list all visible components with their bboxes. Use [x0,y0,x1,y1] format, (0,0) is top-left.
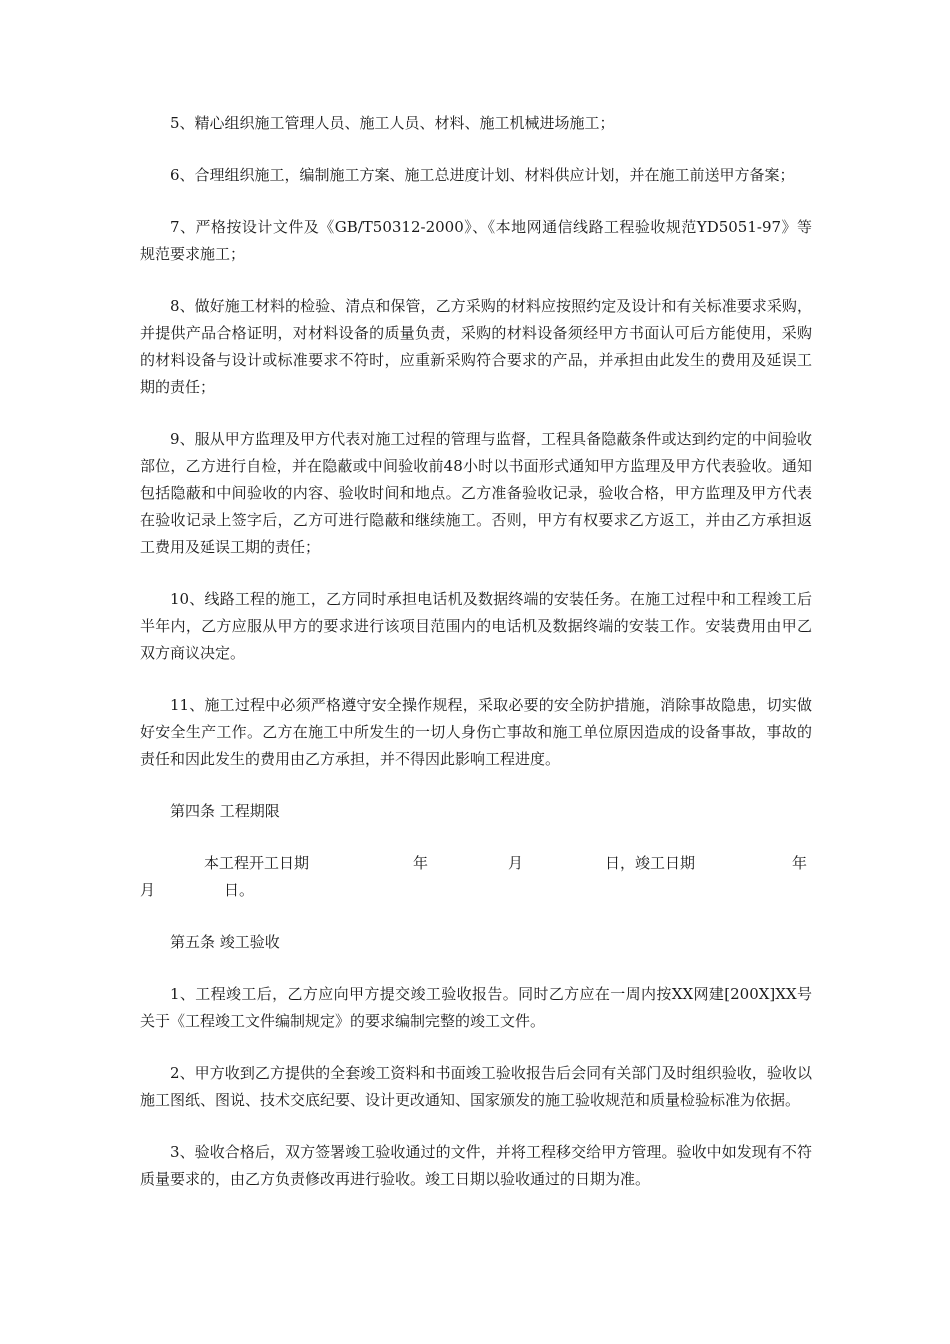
end-month-label: 月 [140,881,156,899]
acceptance-item-1: 1、工程竣工后，乙方应向甲方提交竣工验收报告。同时乙方应在一周内按XX网建[200X]XX号关于《工程竣工文件编制规定》的要求编制完整的竣工文件。 [140,985,812,1030]
clause-item-11: 11、施工过程中必须严格遵守安全操作规程，采取必要的安全防护措施，消除事故隐患，切实做好安全生产工作。乙方在施工中所发生的一切人身伤亡事故和施工单位原因造成的设备事故，事故的责任和因此发生的费用由乙方承担，并不得因此影响工程进度。 [140,696,812,768]
clause-item-10: 10、线路工程的施工，乙方同时承担电话机及数据终端的安装任务。在施工过程中和工程竣工后半年内，乙方应服从甲方的要求进行该项目范围内的电话机及数据终端的安装工作。安装费用由甲乙双方商议决定。 [140,590,812,662]
project-period-line [140,850,812,904]
start-month-label: 月 [508,854,524,872]
end-date-label: 日，竣工日期 [605,854,696,872]
start-date-label: 本工程开工日期 [204,854,310,872]
end-year-label: 年 [792,854,808,872]
clause-item-8: 8、做好施工材料的检验、清点和保管，乙方采购的材料应按照约定及设计和有关标准要求采购，并提供产品合格证明，对材料设备的质量负责，采购的材料设备须经甲方书面认可后方能使用，采购的材料设备与设计或标准要求不符时，应重新采购符合要求的产品，并承担由此发生的费用及延误工期的责任； [140,297,812,396]
section-4-heading: 第四条 工程期限 [170,802,280,820]
start-year-label: 年 [413,854,429,872]
clause-item-6: 6、合理组织施工，编制施工方案、施工总进度计划、材料供应计划，并在施工前送甲方备案； [170,166,795,184]
acceptance-item-2: 2、甲方收到乙方提供的全套竣工资料和书面竣工验收报告后会同有关部门及时组织验收，验收以施工图纸、图说、技术交底纪要、设计更改通知、国家颁发的施工验收规范和质量检验标准为依据。 [140,1064,812,1109]
document-page [140,110,812,1218]
clause-item-7: 7、严格按设计文件及《GB/T50312-2000》、《本地网通信线路工程验收规范YD5051-97》等规范要求施工； [140,218,812,263]
acceptance-item-3: 3、验收合格后，双方签署竣工验收通过的文件，并将工程移交给甲方管理。验收中如发现有不符质量要求的，由乙方负责修改再进行验收。竣工日期以验收通过的日期为准。 [140,1143,812,1188]
section-5-heading: 第五条 竣工验收 [170,933,280,951]
end-day-label: 日。 [224,881,255,899]
clause-item-9: 9、服从甲方监理及甲方代表对施工过程的管理与监督，工程具备隐蔽条件或达到约定的中间验收部位，乙方进行自检，并在隐蔽或中间验收前48小时以书面形式通知甲方监理及甲方代表验收。通知包括隐蔽和中间验收的内容、验收时间和地点。乙方准备验收记录，验收合格，甲方监理及甲方代表在验收记录上签字后，乙方可进行隐蔽和继续施工。否则，甲方有权要求乙方返工，并由乙方承担返工费用及延误工期的责任； [140,430,812,556]
clause-item-5: 5、精心组织施工管理人员、施工人员、材料、施工机械进场施工； [170,114,615,132]
